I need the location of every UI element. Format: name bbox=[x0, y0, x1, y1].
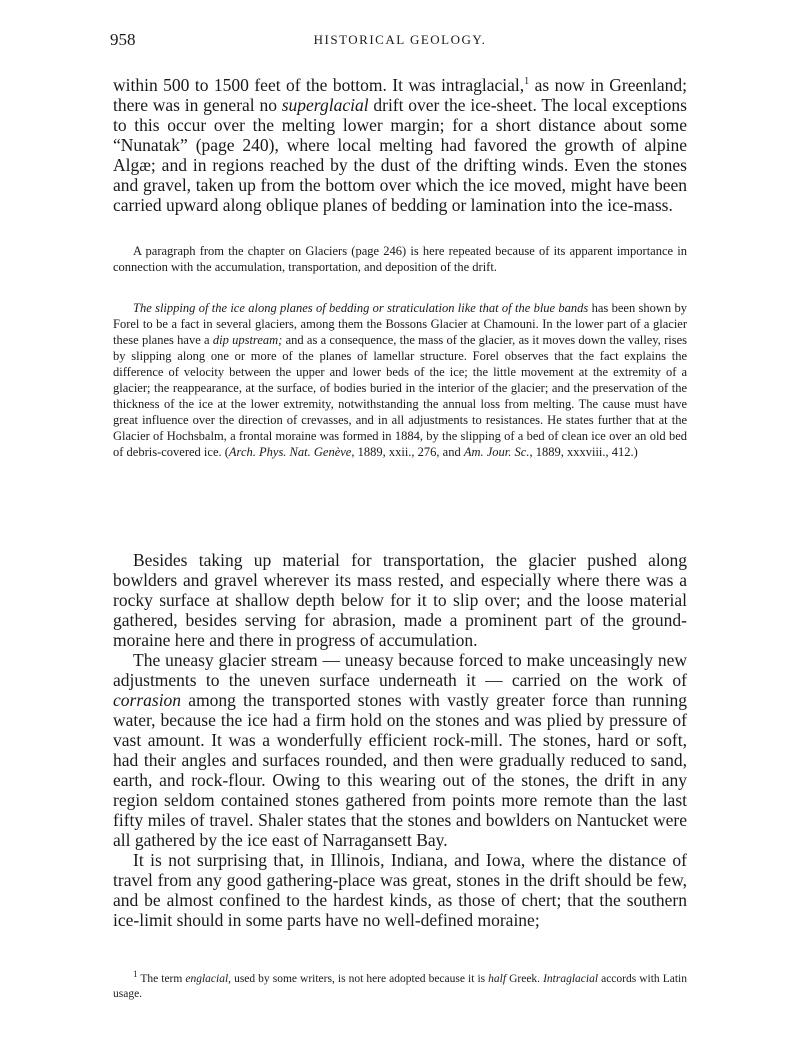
body-text-main bbox=[113, 550, 687, 930]
text-run: , 1889, xxii., 276, and bbox=[351, 445, 464, 459]
quoted-paragraph bbox=[113, 300, 687, 460]
italic-term: superglacial bbox=[281, 94, 369, 115]
paragraph-corrasion bbox=[113, 650, 687, 850]
text-run: within 500 to 1500 feet of the bottom. It was intraglacial, bbox=[113, 74, 525, 95]
text-run: drift over the ice-sheet. The local exceptions to this occur over the melting lower margin; for a short distance about some “Nunatak” (page 240), where local melting had favored the growth of alpine Algæ; and in regions reached by the dust of the drifting winds. Even the stones and gravel, taken up from the bottom over which the ice moved, might have been carried upward along oblique planes of bedding or lamination into the ice-mass. bbox=[113, 94, 687, 215]
page-header bbox=[110, 30, 690, 52]
text-run: The uneasy glacier stream — uneasy because forced to make unceasingly new adjustments to the uneven surface underneath it — carried on the work of bbox=[113, 650, 687, 690]
footnote-text bbox=[113, 967, 687, 1002]
italic-phrase: dip upstream; bbox=[212, 333, 283, 347]
quote-intro bbox=[113, 243, 687, 275]
footnote-mark: 1 bbox=[133, 969, 138, 979]
italic-citation: Arch. Phys. Nat. Genève bbox=[228, 445, 352, 459]
italic-phrase: The slipping of the ice along planes of bedding or straticulation like that of the blue bands bbox=[133, 301, 589, 315]
text-run: has been shown by Forel to be a fact in several glaciers, among them the Bossons Glacier at Chamouni. In the lower part of a glacier these planes have a bbox=[113, 301, 688, 347]
italic-term: Intraglacial bbox=[543, 972, 599, 985]
paragraph-transportation: Besides taking up material for transportation, the glacier pushed along bowlders and gravel wherever its mass rested, and especially where there was a rocky surface at shallow depth below for it to slip over; and the loose material gathered, besides serving for abrasion, made a prominent part of the ground-moraine here and there in progress of accumulation. bbox=[113, 550, 687, 650]
text-run: , 1889, xxxviii., 412.) bbox=[529, 445, 638, 459]
body-text-top bbox=[113, 72, 687, 215]
text-run: , used by some writers, is not here adopted because it is bbox=[228, 972, 489, 985]
footnote bbox=[113, 967, 687, 1002]
italic-term: englacial bbox=[185, 972, 229, 985]
paragraph-intraglacial bbox=[113, 72, 687, 215]
page-number: 958 bbox=[110, 30, 136, 49]
running-head: HISTORICAL GEOLOGY. bbox=[313, 32, 487, 47]
text-run: accords with Latin usage. bbox=[113, 972, 687, 1000]
italic-term: corrasion bbox=[113, 690, 182, 710]
text-run: among the transported stones with vastly greater force than running water, because the ice had a firm hold on the stones and was plied by pressure of vast amount. It was a wonderfully efficient rock-mill. The stones, hard or soft, had their angles and surfaces rounded, and then were gradually reduced to sand, earth, and rock-flour. Owing to this wearing out of the stones, the drift in any region seldom contained stones gathered from points more remote than the last fifty miles of travel. Shaler states that the stones and bowlders on Nantucket were all gathered by the ice east of Narragansett Bay. bbox=[113, 690, 687, 850]
text-run: The term bbox=[137, 972, 186, 985]
footnote-ref: 1 bbox=[524, 76, 530, 87]
italic-citation: Am. Jour. Sc. bbox=[463, 445, 530, 459]
text-run: and as a consequence, the mass of the glacier, as it moves down the valley, rises by slipping along one or more of the planes of lamellar structure. Forel observes that the fact explains the difference of velocity between the upper and lower beds of the ice; the little movement at the extremity of a glacier; the reappearance, at the surface, of bodies buried in the interior of the glacier; and the preservation of the thickness of the ice at the lower extremity, notwithstanding the annual loss from melting. The cause must have great influence over the direction of crevasses, and in all adjustments to resistances. He states further that at the Glacier of Hochsbalm, a frontal moraine was formed in 1884, by the slipping of a bed of clean ice over an old bed of debris-covered ice. ( bbox=[113, 333, 687, 459]
text-run: as now in Greenland; there was in general no bbox=[113, 74, 687, 115]
quote-intro-text: A paragraph from the chapter on Glaciers (page 246) is here repeated because of its apparent importance in connection with the accumulation, transportation, and deposition of the drift. bbox=[113, 244, 687, 274]
quoted-paragraph-text bbox=[113, 300, 687, 460]
italic-term: half bbox=[488, 972, 507, 985]
text-run: Greek. bbox=[506, 972, 544, 985]
paragraph-illinois: It is not surprising that, in Illinois, Indiana, and Iowa, where the distance of travel from any good gathering-place was great, stones in the drift should be few, and be almost confined to the hardest kinds, as those of chert; that the southern ice-limit should in some parts have no well-defined moraine; bbox=[113, 850, 687, 930]
